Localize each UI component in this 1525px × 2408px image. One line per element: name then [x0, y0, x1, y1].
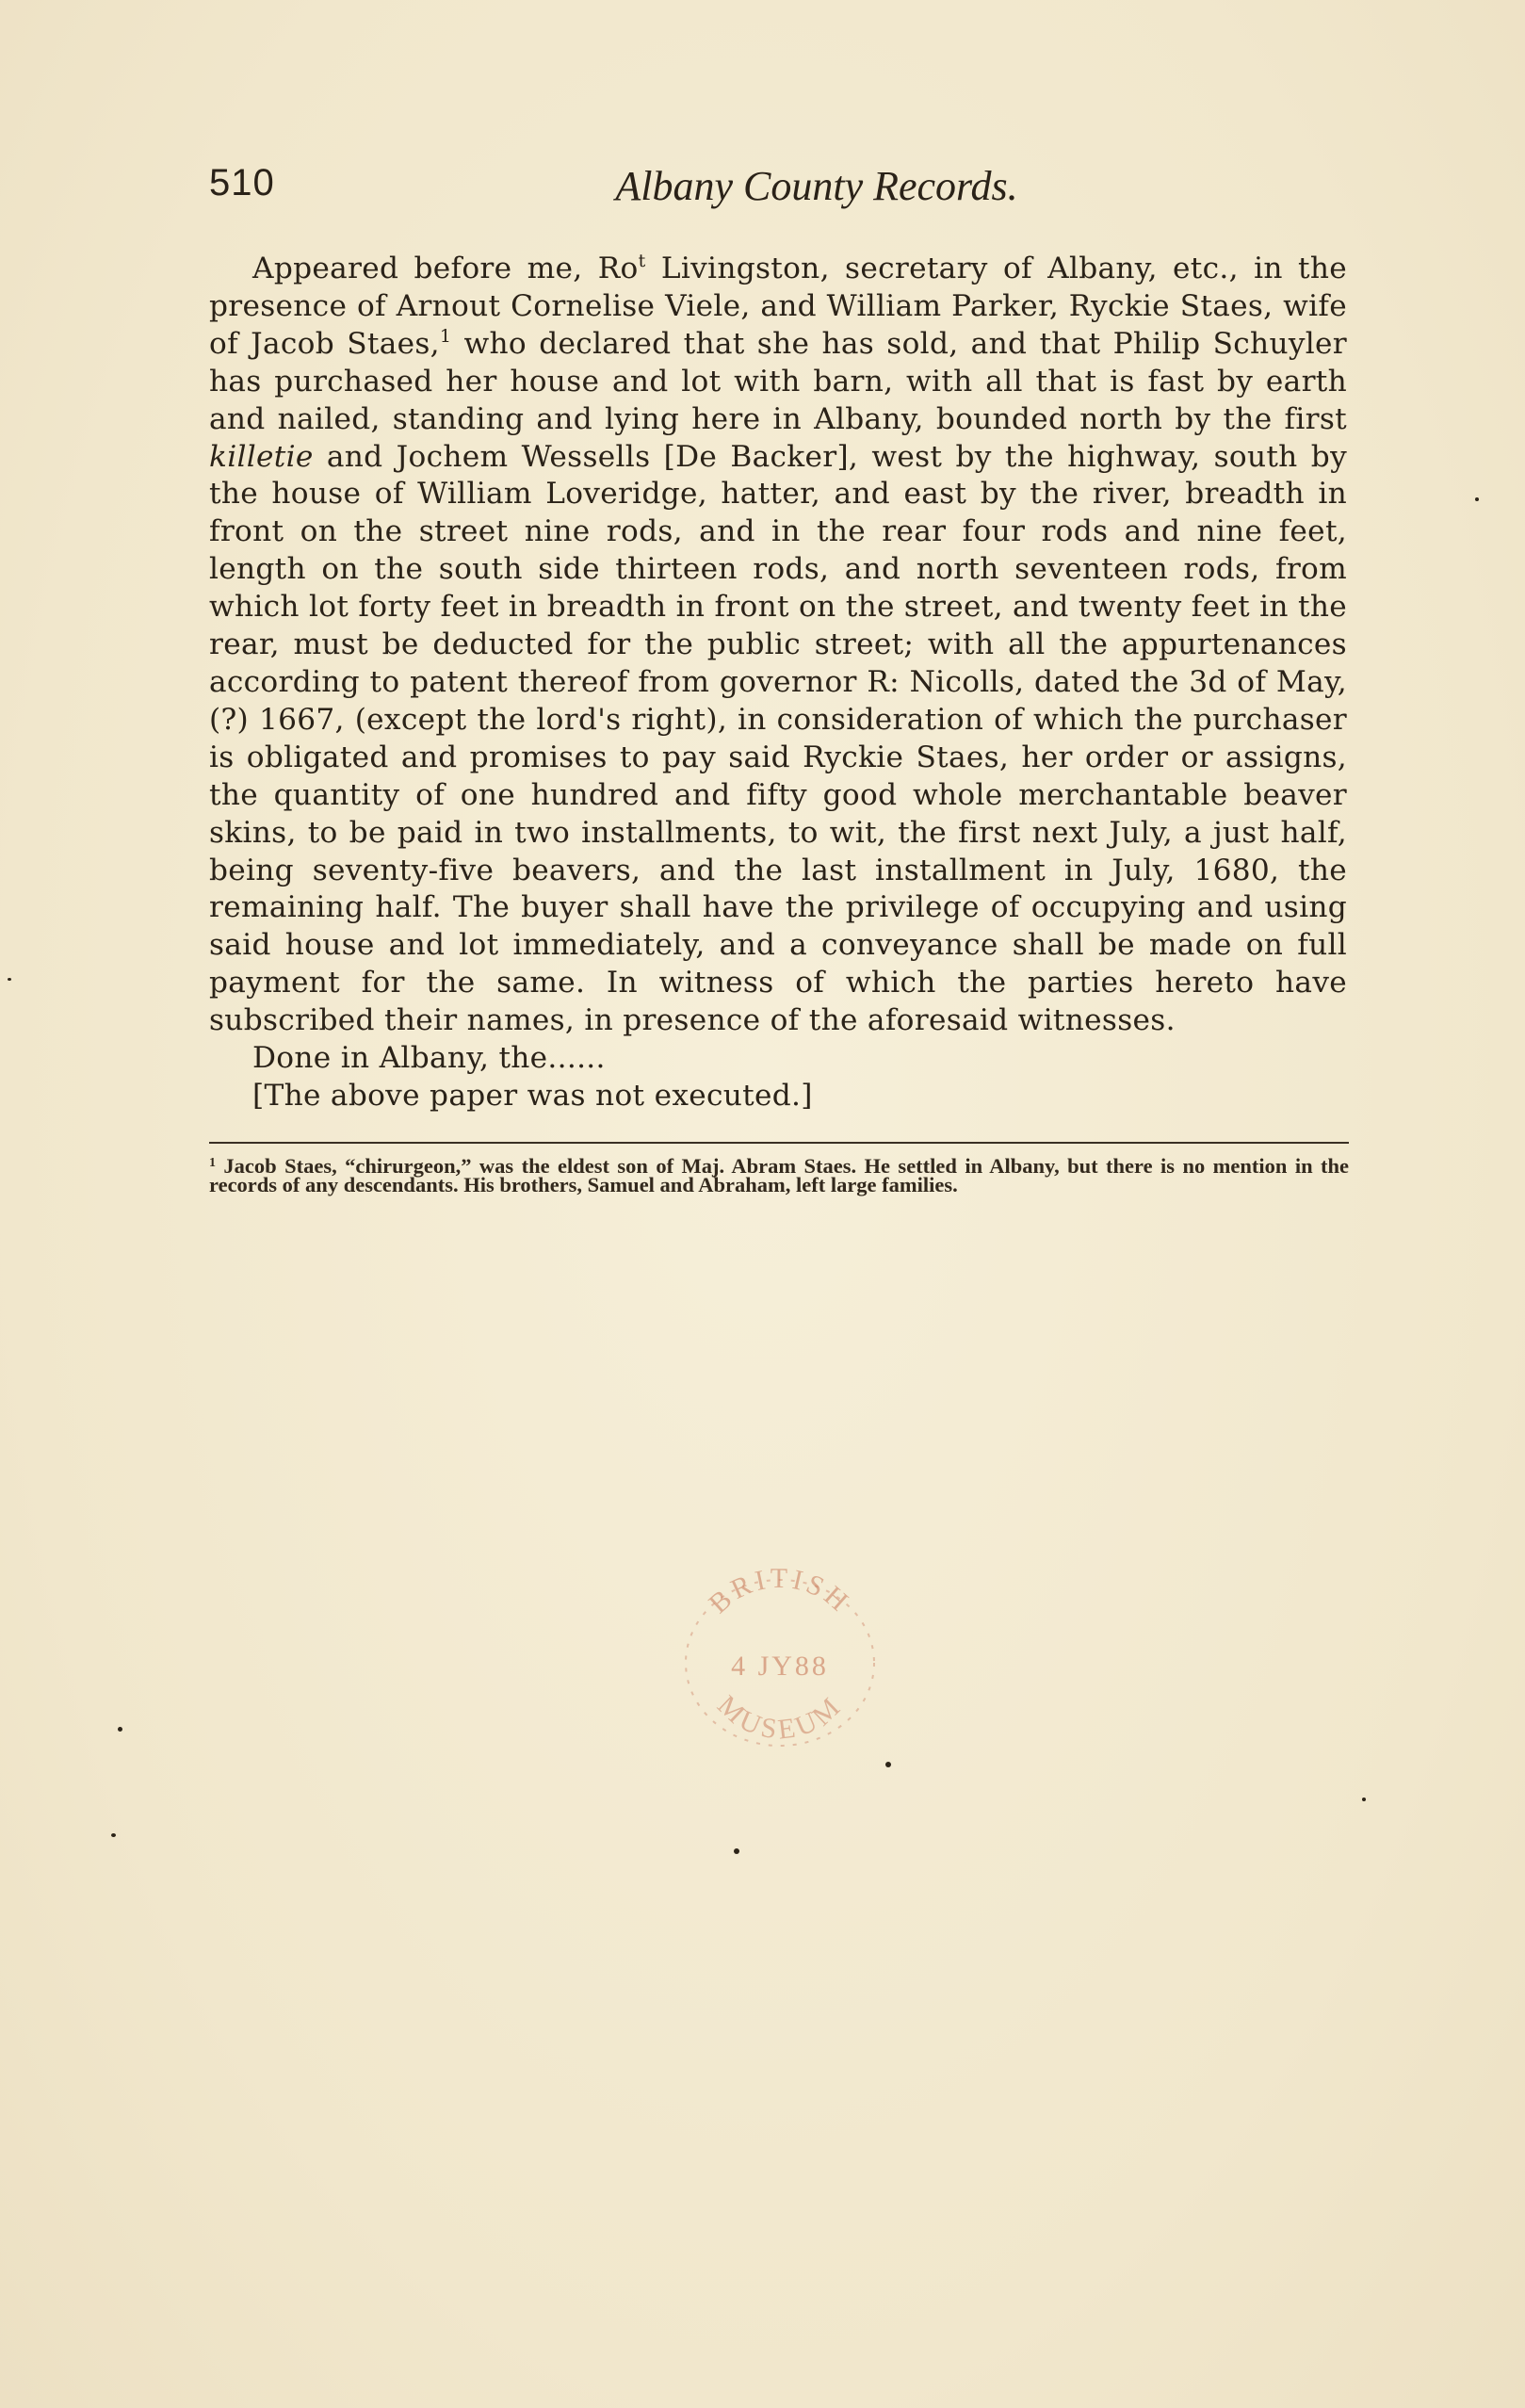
ink-speck [8, 978, 11, 981]
footnote-reference: 1 [439, 325, 452, 347]
stamp-top-text: BRITISH [703, 1564, 857, 1620]
ink-speck [885, 1762, 891, 1767]
record-body [209, 251, 1347, 1115]
stamp-date: 4 JY88 [731, 1651, 829, 1682]
footnote [209, 1154, 1349, 1196]
text-run: Livingston, secretary of Albany, etc., in the presence of Arnout Cornelise Viele, and William Parker, Ryckie Staes, wife of Jacob Staes, [209, 252, 1347, 361]
running-title: Albany County Records. [615, 163, 1018, 209]
done-line: Done in Albany, the...... [252, 1041, 606, 1076]
library-stamp [667, 1564, 893, 1752]
abbreviation-superscript: t [638, 251, 646, 271]
footnote-mark: 1 [209, 1156, 216, 1170]
stamp-bottom-text: MUSEUM [711, 1689, 849, 1746]
text-run: and Jochem Wessells [De Backer], west by the highway, south by the house of William Loveridge, hatter, and east by the river, breadth in front on the street nine rods, and in the rear four rods and nine feet, length on the south side thirteen rods, and north seventeen rods, from which lot forty feet in breadth in front on the street, and twenty feet in the rear, must be deducted for the public street; with all the appurtenances according to patent thereof from governor R: Nicolls, dated the 3d of May, (?) 1667, (except the lord's right), in consideration of which the purchaser is obligated and promises to pay said Ryckie Staes, her order or assigns, the quantity of one hundred and fifty good whole merchantable beaver skins, to be paid in two installments, to wit, the first next July, a just half, being seventy-five beavers, and the last installment in July, 1680, the remaining half. The buyer shall have the privilege of occupying and using said house and lot immediately, and a conveyance shall be made on full payment for the same. In witness of which the parties hereto have subscribed their names, in presence of the aforesaid witnesses. [209, 439, 1347, 1038]
deed-paragraph [209, 251, 1347, 1040]
ink-speck [111, 1833, 116, 1837]
page-number: 510 [209, 162, 275, 203]
text-run: who declared that she has sold, and that Philip Schuyler has purchased her house and lot with barn, with all that is fast by earth and nailed, standing and lying here in Albany, bounded north by the first [209, 326, 1347, 436]
italic-term: killetie [209, 439, 314, 474]
text-run: Appeared before me, Ro [252, 252, 639, 285]
page-header [209, 162, 1349, 219]
editorial-note: [The above paper was not executed.] [252, 1078, 813, 1113]
ink-speck [118, 1727, 122, 1732]
ink-speck [734, 1848, 739, 1854]
footnote-text: Jacob Staes, “chirurgeon,” was the eldest son of Maj. Abram Staes. He settled in Albany, but there is no mention in the records of any descendants. His brothers, Samuel and Abraham, left large families. [209, 1154, 1349, 1196]
footnote-divider [209, 1142, 1349, 1144]
ink-speck [1475, 497, 1479, 501]
stamp-graphic [667, 1564, 893, 1752]
ink-speck [1362, 1798, 1366, 1801]
